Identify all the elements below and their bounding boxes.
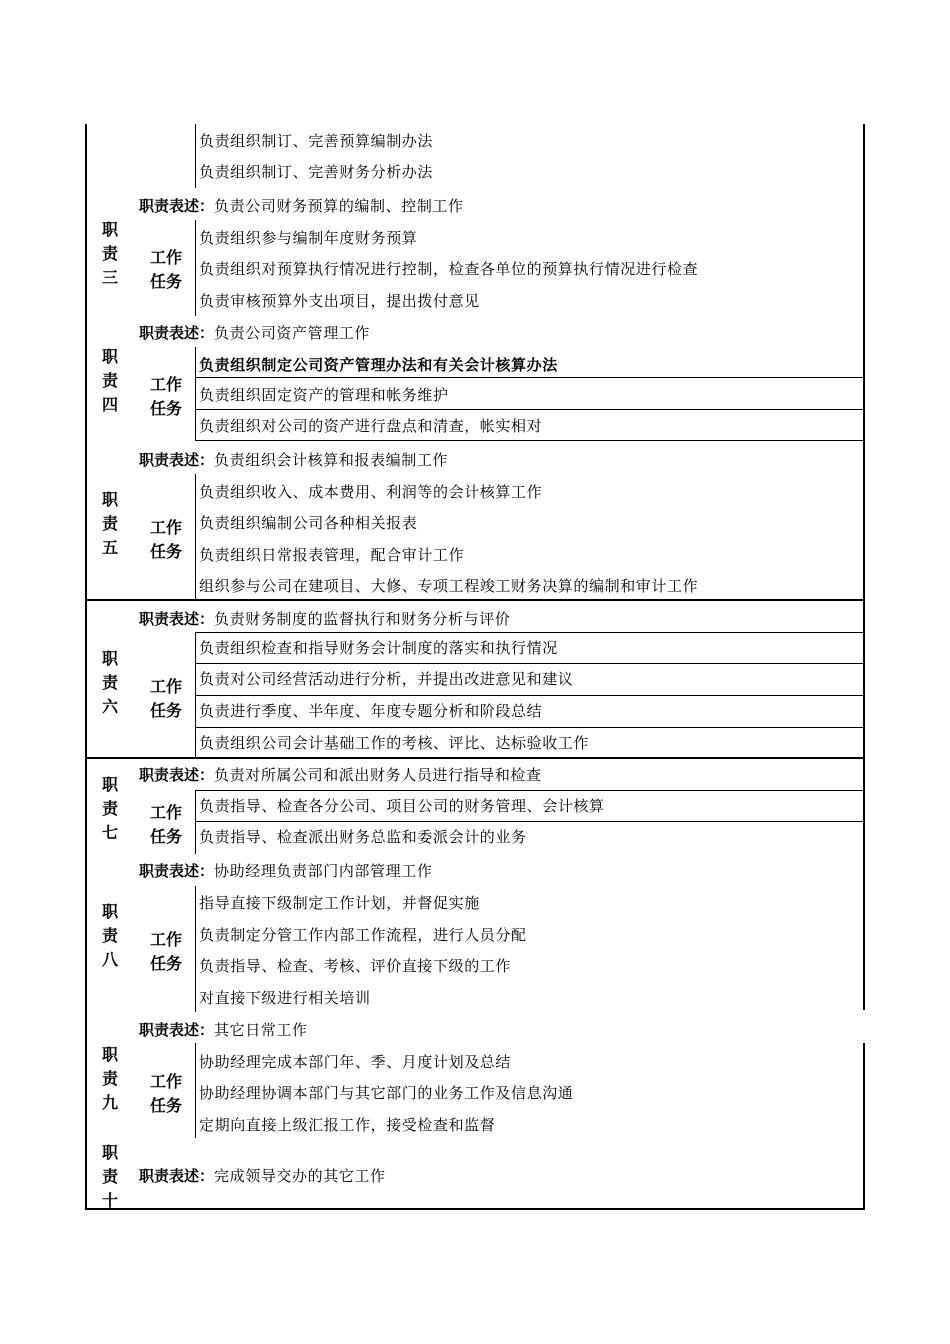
row-divider [195,727,865,728]
description-label: 职责表述： [139,451,215,469]
task-text: 负责审核预算外支出项目，提出拨付意见 [199,292,480,310]
task-label-line: 工作 [149,375,182,394]
task-label-line: 任务 [149,701,182,720]
task-text: 定期向直接上级汇报工作，接受检查和监督 [199,1116,496,1134]
task-text: 负责进行季度、半年度、年度专题分析和阶段总结 [199,702,543,720]
task-label-line: 工作 [149,930,182,949]
description-text: 负责财务制度的监督执行和财务分析与评价 [214,610,511,628]
task-text: 负责组织编制公司各种相关报表 [199,514,418,532]
task-label-line: 工作 [149,1072,182,1091]
task-column-divider [195,124,196,188]
responsibility-label: 职 责 六 [101,649,118,716]
task-label-line: 任务 [149,827,182,846]
section-divider [85,757,865,759]
task-text: 负责组织制订、完善财务分析办法 [199,163,434,181]
task-text: 负责组织制定公司资产管理办法和有关会计核算办法 [199,356,558,374]
task-column-divider [195,790,196,854]
task-text: 负责组织收入、成本费用、利润等的会计核算工作 [199,483,543,501]
row-divider [195,663,865,664]
description-text: 负责组织会计核算和报表编制工作 [214,451,449,469]
responsibility-label: 职 责 十 [101,1143,118,1210]
task-text: 负责组织公司会计基础工作的考核、评比、达标验收工作 [199,734,590,752]
row-divider [195,821,865,822]
task-text: 负责组织参与编制年度财务预算 [199,229,418,247]
description-text: 负责公司资产管理工作 [214,324,371,342]
task-label [148,928,184,976]
task-label [148,373,184,421]
task-column-divider [195,220,196,316]
task-column-divider [195,886,196,1012]
task-text: 负责制定分管工作内部工作流程，进行人员分配 [199,926,527,944]
description-line [139,610,510,628]
task-text: 负责组织制订、完善预算编制办法 [199,132,434,150]
description-line [139,862,432,880]
table-bottom-border [85,1208,865,1210]
description-label: 职责表述： [139,1021,215,1039]
task-label [148,1070,184,1118]
description-label: 职责表述： [139,1167,215,1185]
description-text: 负责对所属公司和派出财务人员进行指导和检查 [214,766,542,784]
description-line [139,766,542,784]
description-label: 职责表述： [139,766,215,784]
task-text: 负责指导、检查、考核、评价直接下级的工作 [199,957,512,975]
task-text: 负责组织固定资产的管理和帐务维护 [199,386,449,404]
task-text: 负责指导、检查各分公司、项目公司的财务管理、会计核算 [199,797,605,815]
description-line [139,451,448,469]
task-column-divider [195,474,196,600]
task-label-line: 任务 [149,954,182,973]
task-label-line: 任务 [149,272,182,291]
description-line [139,1021,308,1039]
row-divider [195,440,865,441]
task-text: 组织参与公司在建项目、大修、专项工程竣工财务决算的编制和审计工作 [199,577,699,595]
responsibility-label: 职 责 九 [101,1045,118,1112]
task-column-divider [195,347,196,441]
task-text: 协助经理完成本部门年、季、月度计划及总结 [199,1053,512,1071]
task-column-divider [195,1043,196,1138]
row-divider [195,632,865,633]
task-label [148,801,184,849]
task-text: 指导直接下级制定工作计划，并督促实施 [199,894,480,912]
description-text: 负责公司财务预算的编制、控制工作 [214,197,464,215]
task-text: 负责对公司经营活动进行分析，并提出改进意见和建议 [199,670,574,688]
task-label [148,246,184,294]
table-left-border [85,124,87,1210]
description-label: 职责表述： [139,197,215,215]
responsibility-label: 职 责 五 [101,490,118,557]
row-divider [195,377,865,378]
task-text: 负责组织对预算执行情况进行控制，检查各单位的预算执行情况进行检查 [199,260,699,278]
row-divider [195,695,865,696]
row-divider [195,790,865,791]
task-text: 负责组织日常报表管理，配合审计工作 [199,546,465,564]
task-text: 负责组织对公司的资产进行盘点和清查，帐实相对 [199,417,543,435]
task-label-line: 任务 [149,399,182,418]
responsibility-label: 职 责 四 [101,347,118,414]
description-line [139,1167,386,1185]
description-label: 职责表述： [139,610,215,628]
task-text: 协助经理协调本部门与其它部门的业务工作及信息沟通 [199,1084,574,1102]
task-label-line: 工作 [149,677,182,696]
task-text: 负责指导、检查派出财务总监和委派会计的业务 [199,828,527,846]
task-label [148,516,184,564]
description-text: 协助经理负责部门内部管理工作 [214,862,433,880]
description-text: 完成领导交办的其它工作 [214,1167,386,1185]
table-right-border [863,124,865,1010]
responsibility-label: 职 责 三 [101,220,118,287]
task-label-line: 工作 [149,518,182,537]
description-line [139,197,464,215]
task-text: 负责组织检查和指导财务会计制度的落实和执行情况 [199,639,558,657]
task-label-line: 任务 [149,1096,182,1115]
description-line [139,324,370,342]
responsibility-label: 职 责 七 [101,775,118,842]
task-label-line: 工作 [149,248,182,267]
description-text: 其它日常工作 [214,1021,308,1039]
section-divider [85,599,865,601]
task-label-line: 工作 [149,803,182,822]
task-label [148,675,184,723]
description-label: 职责表述： [139,862,215,880]
table-right-border [863,1043,865,1210]
task-label-line: 任务 [149,542,182,561]
task-text: 对直接下级进行相关培训 [199,989,371,1007]
description-label: 职责表述： [139,324,215,342]
responsibility-label: 职 责 八 [101,902,118,969]
row-divider [195,409,865,410]
